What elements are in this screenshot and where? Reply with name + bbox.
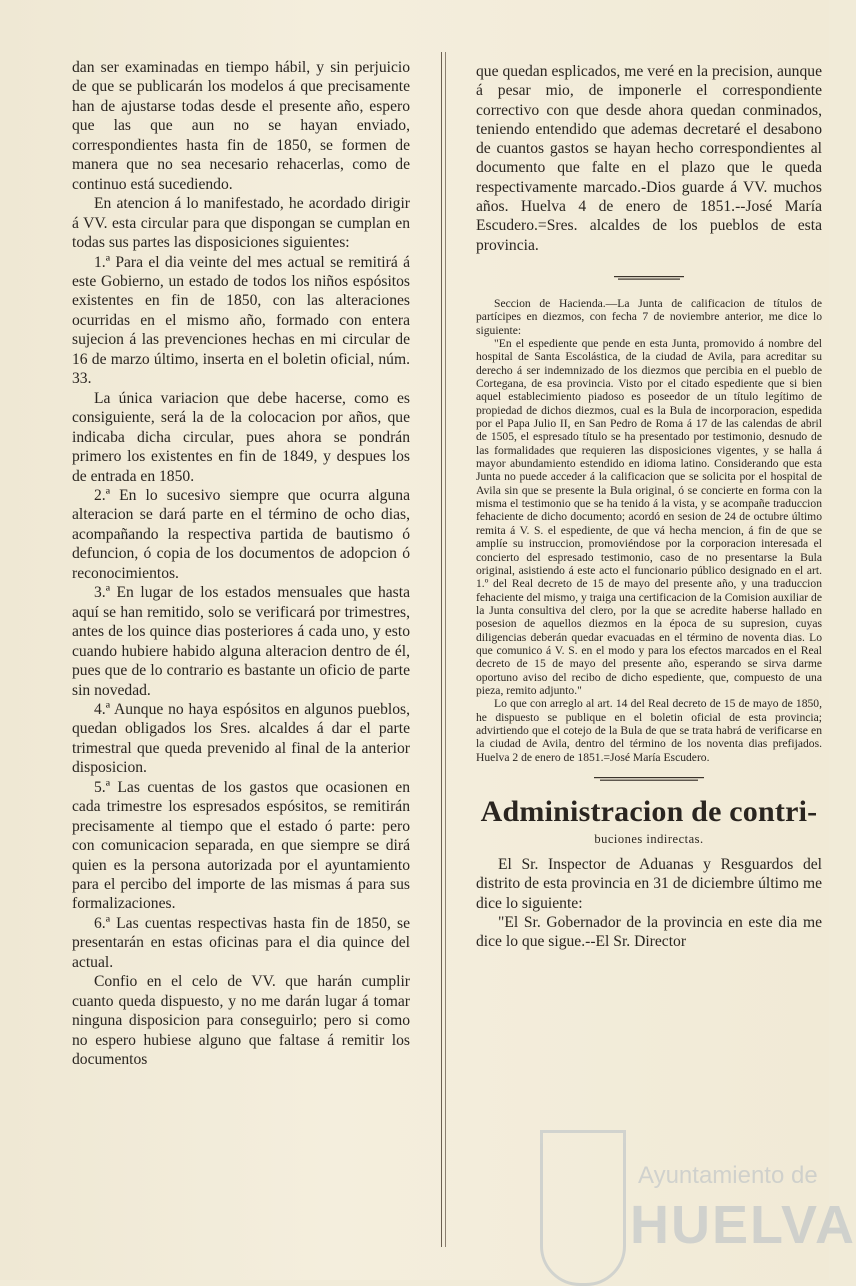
archive-watermark — [540, 1090, 856, 1280]
column-rule — [441, 52, 442, 1247]
paragraph: dan ser examinadas en tiempo hábil, y sin perjuicio de que se publicarán los modelos á que precisamente han de ajustarse todas desde el presente año, espero que las que aun no se hayan enviado, correspondientes hasta fin de 1850, se formen de manera que no sea necesario rehacerlas, como de continuo está sucediendo. — [72, 59, 410, 193]
section-subheading: buciones indirectas. — [594, 832, 704, 846]
ornament-divider — [476, 772, 822, 786]
watermark-line-2: HUELVA — [630, 1195, 856, 1255]
section-heading: Administracion de contri- — [480, 795, 818, 828]
paragraph: "El Sr. Gobernador de la provincia en este dia me dice lo que sigue.--El Sr. Director — [476, 913, 822, 951]
paragraph: La única variacion que debe hacerse, como es consiguiente, será la de la colocacion por años, que indicaba dicha circular, pues ahora se pondrán primero los existentes en fin de 1849, y despues los de entrada en 1850. — [72, 389, 410, 485]
column-rule-secondary — [445, 52, 446, 1247]
paragraph: 4.ª Aunque no haya espósitos en algunos pueblos, quedan obligados los Sres. alcaldes á dar el parte trimestral que queda prevenido al final de la anterior disposicion. — [72, 700, 410, 777]
section-intro: Seccion de Hacienda.—La Junta de calificacion de títulos de partícipes en diezmos, con fecha 7 de noviembre anterior, me dice lo siguiente: — [476, 296, 822, 337]
paragraph: 6.ª Las cuentas respectivas hasta fin de 1850, se presentarán en estas oficinas para el dia quince del actual. — [72, 914, 410, 971]
paragraph: Lo que con arreglo al art. 14 del Real decreto de 15 de mayo de 1850, he dispuesto se publique en el boletin oficial de esta provincia; advirtiendo que el cotejo de la Bula de que se trata habrá de verificarse en la ciudad de Avila, dentro del término de los noventa dias prefijados. Huelva 2 de enero de 1851.=José María Escudero. — [476, 697, 822, 764]
paragraph: 1.ª Para el dia veinte del mes actual se remitirá á este Gobierno, un estado de todos los niños espósitos existentes en fin de 1850, con las alteraciones ocurridas en el mismo año, formado con entera sujecion á las prevenciones hechas en mi circular de 16 de marzo último, inserta en el boletin oficial, núm. 33. — [72, 253, 410, 388]
hacienda-section — [476, 297, 822, 764]
watermark-line-1: Ayuntamiento de — [638, 1162, 818, 1189]
paragraph: 2.ª En lo sucesivo siempre que ocurra alguna alteracion se dará parte en el término de ocho dias, acompañando la respectiva partida de bautismo ó defuncion, ó copia de los documentos de adopcion ó reconocimientos. — [72, 486, 410, 582]
paragraph: que quedan esplicados, me veré en la precision, aunque á pesar mio, de imponerle el correspondiente correctivo con que desde ahora quedan conminados, teniendo entendido que ademas decretaré el desabono de cuantos gastos se hayan hecho correspondientes al documento que falte en el plazo que le queda respectivamente marcado.-Dios guarde á VV. muchos años. Huelva 4 de enero de 1851.--José María Escudero.=Sres. alcaldes de los pueblos de esta provincia. — [476, 63, 822, 254]
right-column — [476, 62, 822, 951]
paragraph: 5.ª Las cuentas de los gastos que ocasionen en cada trimestre los espresados espósitos, se remitirán precisamente al tiempo que el estado ó parte: pero con comunicacion separada, en que siempre se dirá quien es la persona autorizada por el ayuntamiento para el percibo del importe de las mismas á para sus formalizaciones. — [72, 778, 410, 913]
ornament-divider-icon — [594, 775, 704, 783]
paragraph: "En el espediente que pende en esta Junta, promovido á nombre del hospital de Santa Escolástica, de la ciudad de Avila, para acreditar su derecho á ser indemnizado de los diezmos que percibia en el pueblo de Cortegana, de esa provincia. Visto por el citado espediente que si bien aquel establecimiento piadoso es poseedor de un título legítimo de propiedad de dichos diezmos, cual es la Bula de incorporacion, espedida por el Papa Julio II, en San Pedro de Roma á 17 de las calendas de abril de 1505, el espresado título se ha presentado por testimonio, desnudo de las formalidades que requieren las disposiciones vigentes, y se halla á mayor abundamiento estendido en idioma latino. Considerando que esta Junta no puede acceder á la calificacion que se solicita por el hospital de Avila sin que se presente la Bula original, ó se concierte en forma con la misma el testimonio que se ha tenido á la vista, y se acompañe traduccion fehaciente de dicho documento; acordó en sesion de 24 de octubre último remita á V. S. el espediente, de que vá hecha mencion, á fin de que se amplíe su instruccion, promoviéndose por la corporacion interesada el concierto del espresado testimonio, caso de no presentarse la Bula original, asistiendo á este acto el funcionario público designado en el art. 1.º del Real decreto de 15 de mayo del presente año, y una traduccion fehaciente del mismo, y traiga una certificacion de la Comision auxiliar de la Junta consultiva del clero, por la que se acredite haberse hallado en posesion de aquellos diezmos en la época de su supresion, cuyas diligencias deberán quedar evacuadas en el término de noventa dias. Lo que comunico á V. S. en el modo y para los efectos marcados en el Real decreto de 15 de mayo del presente año, esperando se sirva darme oportuno aviso del recibo de dicho espediente, que, compuesto de una pieza, remito adjunto." — [476, 337, 822, 697]
paragraph: 3.ª En lugar de los estados mensuales que hasta aquí se han remitido, solo se verificará por trimestres, antes de los quince dias posteriores á cada uno, y esto cuando hubiere habido alguna alteracion dentro de él, pues que de lo contrario es bastante un oficio de parte sin novedad. — [72, 584, 410, 699]
paragraph: El Sr. Inspector de Aduanas y Resguardos del distrito de esta provincia en 31 de diciembre último me dice lo siguiente: — [476, 856, 822, 912]
ornament-divider — [476, 271, 822, 285]
left-column — [72, 58, 410, 1070]
coat-of-arms-icon — [540, 1130, 626, 1286]
paragraph: Confio en el celo de VV. que harán cumplir cuanto queda dispuesto, y no me darán lugar á tomar ninguna disposicion para conseguirlo; pero si como no espero hubiese alguno que faltase á remitir los documentos — [72, 973, 410, 1069]
paragraph: En atencion á lo manifestado, he acordado dirigir á VV. esta circular para que dispongan se cumplan en todas sus partes las disposiciones siguientes: — [72, 195, 410, 252]
ornament-divider-icon — [614, 274, 684, 282]
